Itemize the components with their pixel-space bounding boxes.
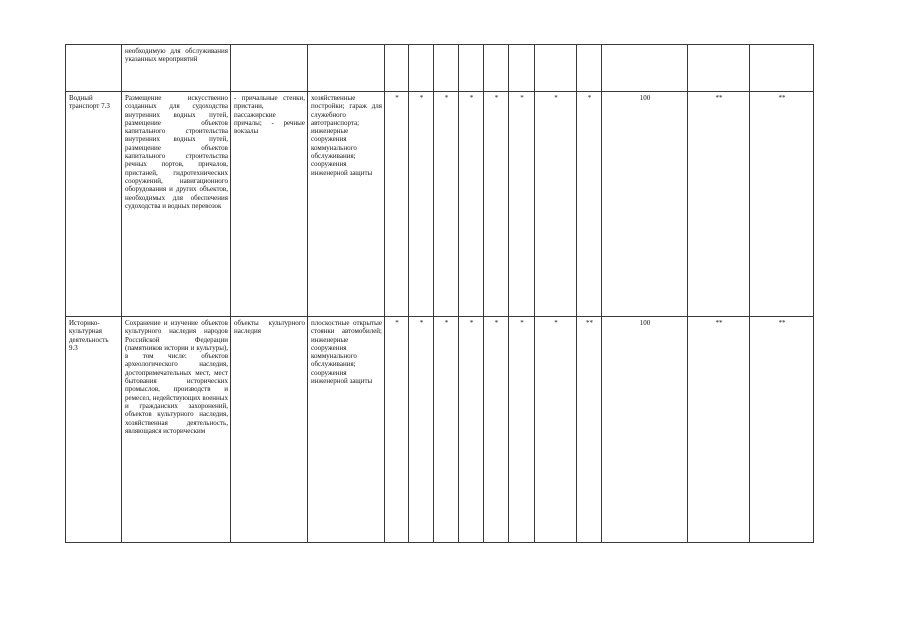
cell-percent: 100 (602, 92, 688, 317)
cell-mark: * (434, 317, 459, 543)
cell-mark (750, 45, 814, 92)
cell-mark: * (535, 92, 577, 317)
cell-percent (602, 45, 688, 92)
cell-mark: * (484, 317, 509, 543)
cell-facilities: - причальные стенки, пристани, пассажирские причалы; - речные вокзалы (231, 92, 308, 317)
cell-use-type: Водный транспорт 7.3 (66, 92, 122, 317)
table-row (66, 317, 814, 543)
cell-mark: * (409, 92, 434, 317)
cell-mark: * (484, 92, 509, 317)
cell-mark: * (385, 92, 409, 317)
cell-mark (434, 45, 459, 92)
cell-mark: * (509, 317, 535, 543)
cell-mark (509, 45, 535, 92)
cell-mark: ** (577, 317, 602, 543)
cell-mark: * (535, 317, 577, 543)
cell-auxiliary: плоскостные открытые стоянки автомобилей; инженерные сооружения коммунального обслуживания; сооружения инженерной защиты (308, 317, 385, 543)
cell-mark: * (509, 92, 535, 317)
cell-mark: * (577, 92, 602, 317)
cell-use-type (66, 45, 122, 92)
cell-mark: ** (750, 92, 814, 317)
cell-mark (484, 45, 509, 92)
cell-mark: * (459, 92, 484, 317)
cell-percent: 100 (602, 317, 688, 543)
cell-mark: * (385, 317, 409, 543)
cell-mark (535, 45, 577, 92)
cell-auxiliary: хозяйственные постройки; гараж для служебного автотранспорта; инженерные сооружения коммунального обслуживания; сооружения инженерной защиты (308, 92, 385, 317)
cell-facilities: объекты культурного наследия (231, 317, 308, 543)
cell-mark (688, 45, 750, 92)
cell-description: Сохранение и изучение объектов культурного наследия народов Российской Федерации (памятников истории и культуры), в том числе: объектов археологического наследия, достопримечательных мест, мест бытования исторических промыслов, производств и ремесел, недействующих военных и гражданских захоронений, объектов культурного наследия, хозяйственная деятельность, являющаяся историческим (122, 317, 231, 543)
table-row (66, 45, 814, 92)
cell-mark: * (459, 317, 484, 543)
cell-mark: ** (688, 92, 750, 317)
cell-auxiliary (308, 45, 385, 92)
cell-mark: ** (688, 317, 750, 543)
cell-mark: * (409, 317, 434, 543)
cell-mark: ** (750, 317, 814, 543)
zoning-regulations-table (65, 44, 814, 543)
cell-mark (409, 45, 434, 92)
cell-mark (385, 45, 409, 92)
cell-use-type: Историко-культурная деятельность 9.3 (66, 317, 122, 543)
cell-mark (459, 45, 484, 92)
cell-mark: * (434, 92, 459, 317)
cell-description: Размещение искусственно созданных для судоходства внутренних водных путей, размещение объектов капитального строительства внутренних водных путей, размещение объектов капитального строительства речных портов, причалов, пристаней, гидротехнических сооружений, навигационного оборудования и других объектов, необходимых для обеспечения судоходства и водных перевозок (122, 92, 231, 317)
table-row (66, 92, 814, 317)
cell-mark (577, 45, 602, 92)
cell-facilities (231, 45, 308, 92)
cell-description: необходимую для обслуживания указанных мероприятий (122, 45, 231, 92)
